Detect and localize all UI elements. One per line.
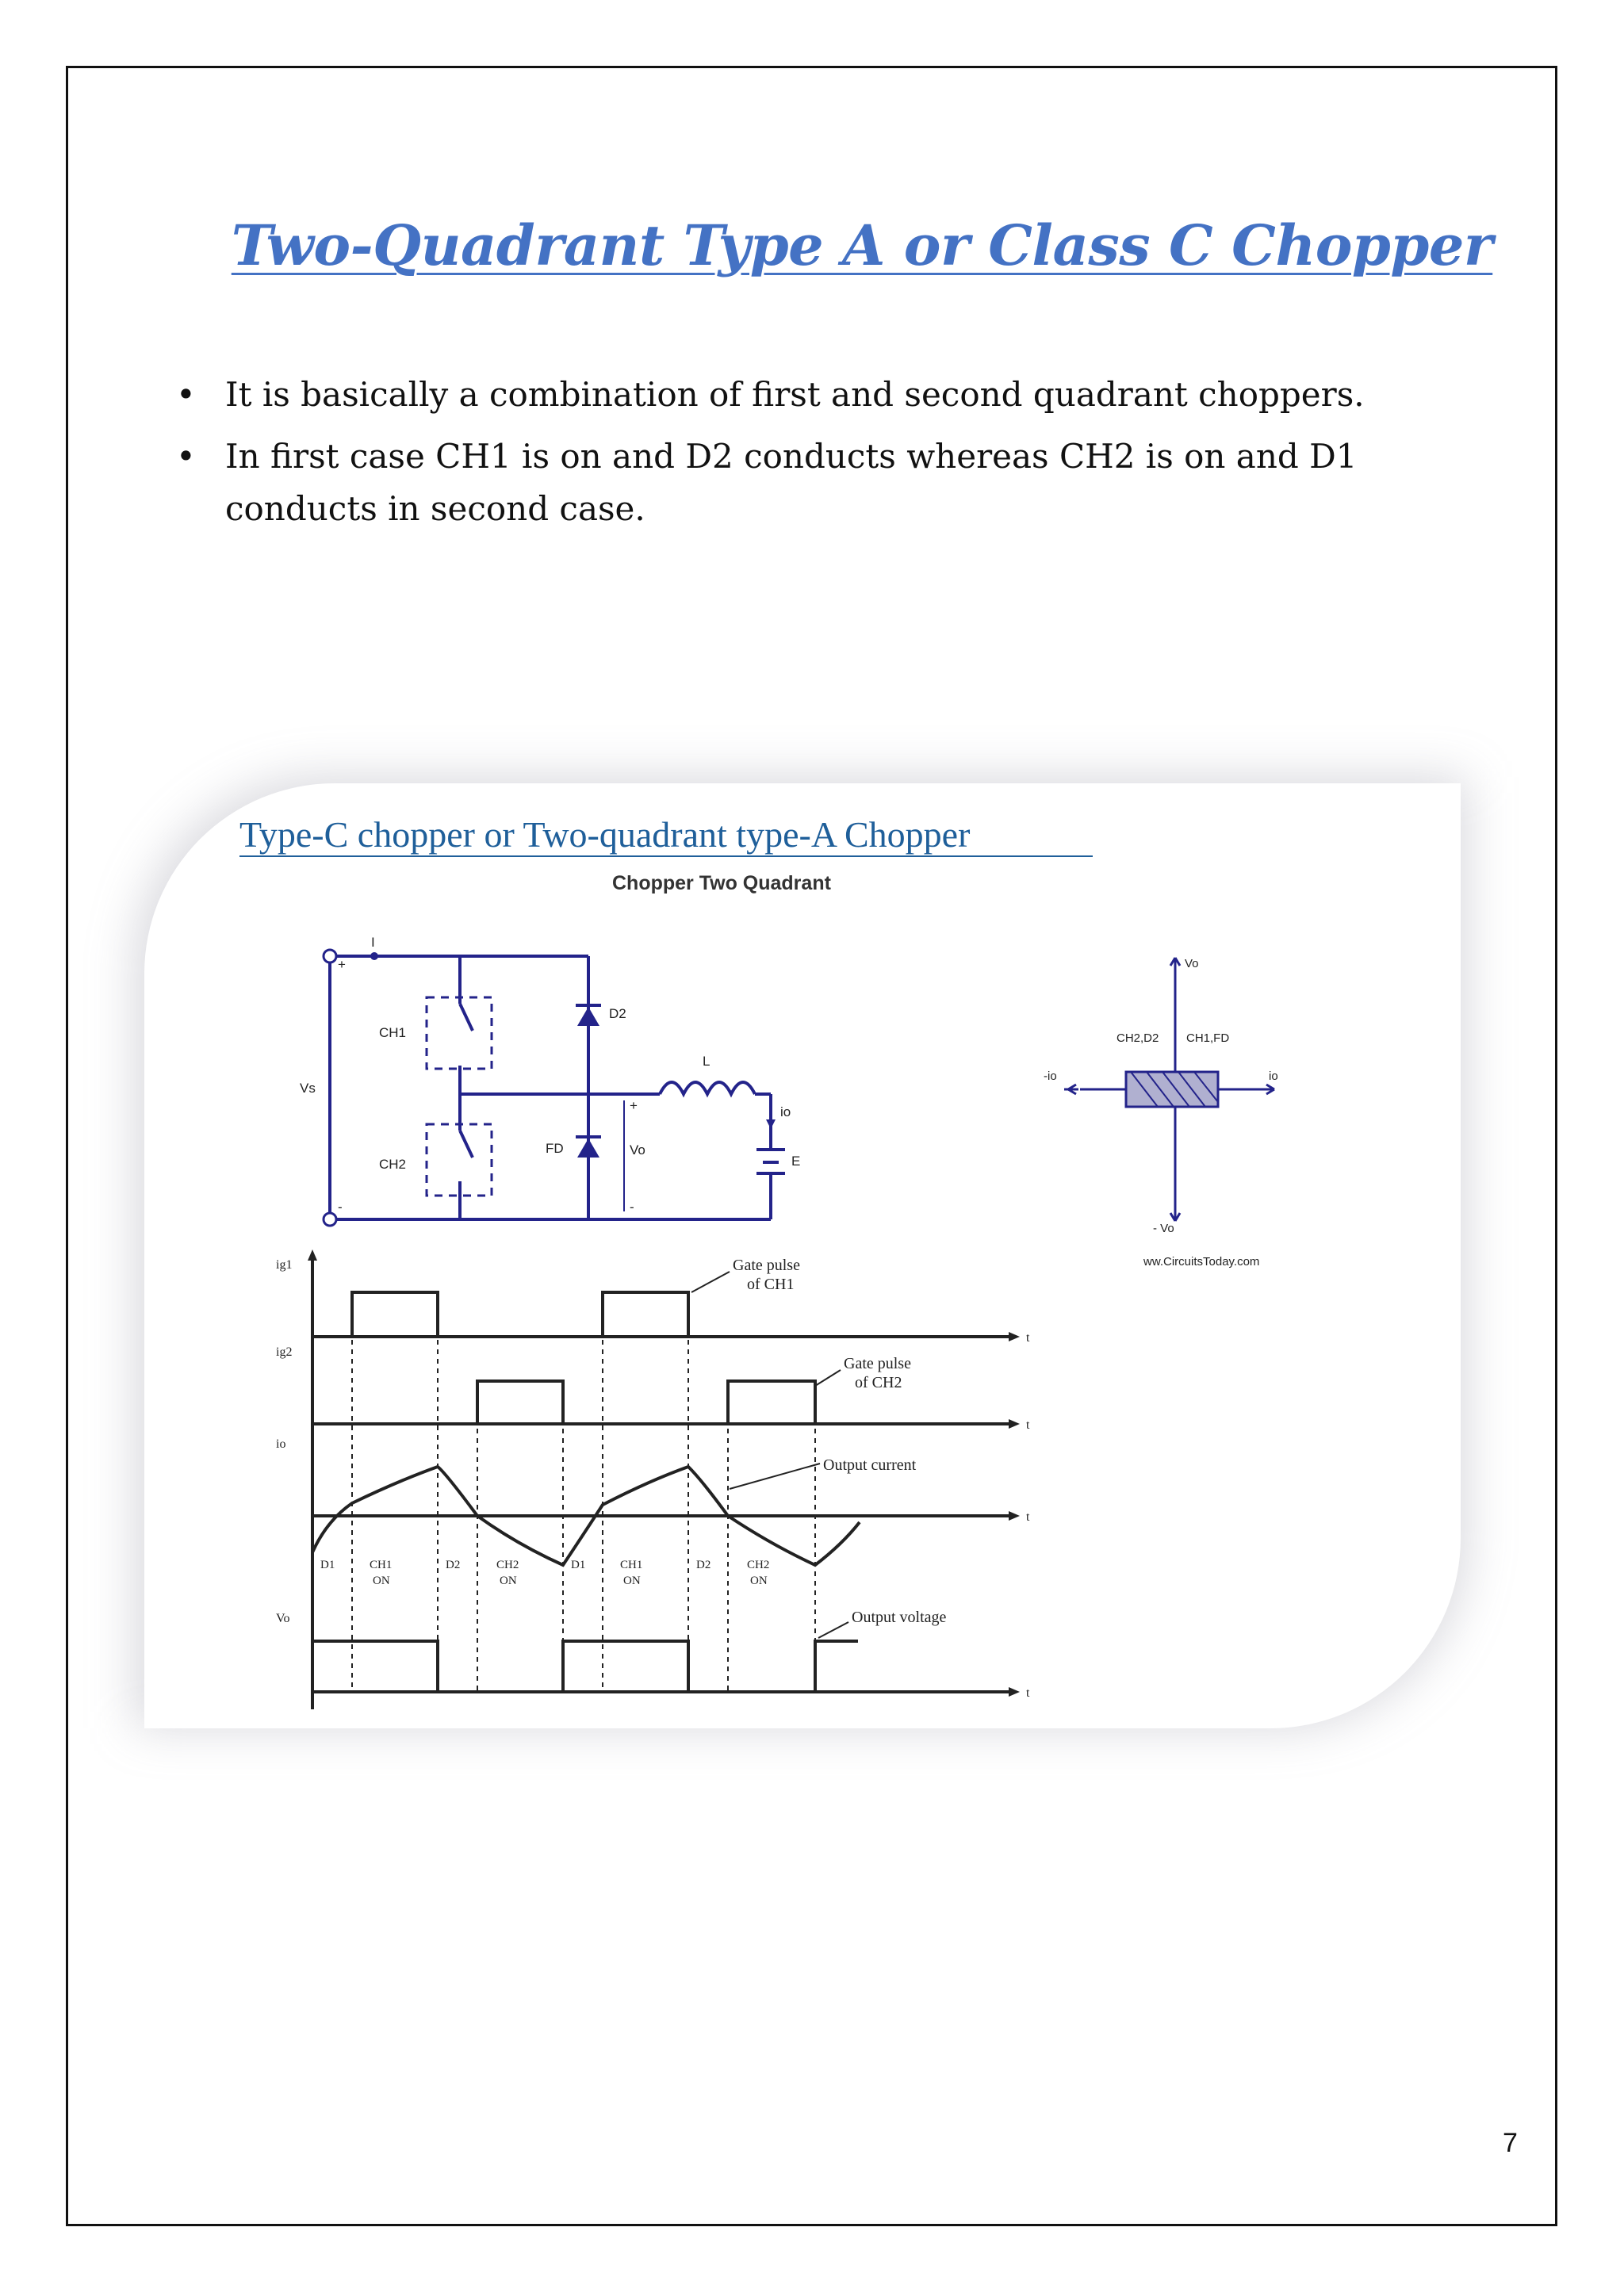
- svg-text:io: io: [780, 1104, 791, 1119]
- quadrant-operating-region: [1126, 1072, 1218, 1107]
- svg-text:Vo: Vo: [276, 1612, 290, 1625]
- svg-text:of CH2: of CH2: [855, 1374, 902, 1391]
- switch-ch1-box: [427, 997, 492, 1069]
- svg-text:CH2: CH2: [747, 1559, 770, 1571]
- page-number: 7: [1503, 2128, 1518, 2158]
- svg-text:CH1: CH1: [370, 1559, 393, 1571]
- quadrant-labels: [1044, 957, 1278, 1269]
- svg-text:Output voltage: Output voltage: [852, 1609, 947, 1626]
- switch-ch1-blade: [460, 1004, 473, 1031]
- current-node: [370, 952, 378, 960]
- page-title: Two-Quadrant Type A or Class C Chopper: [231, 212, 1493, 278]
- svg-text:CH1: CH1: [379, 1025, 407, 1040]
- svg-text:I: I: [371, 935, 375, 950]
- svg-text:D2: D2: [609, 1006, 626, 1021]
- waveform-annotation-leaders: [691, 1272, 848, 1638]
- waveform-labels: [276, 1257, 1030, 1700]
- switch-ch2-blade: [460, 1131, 473, 1158]
- svg-text:+: +: [338, 957, 346, 972]
- svg-text:ON: ON: [373, 1575, 390, 1587]
- svg-text:ON: ON: [500, 1575, 517, 1587]
- svg-text:D2: D2: [696, 1559, 711, 1571]
- svg-text:ON: ON: [750, 1575, 768, 1587]
- svg-text:CH1,FD: CH1,FD: [1186, 1031, 1230, 1045]
- circuit-labels: [300, 935, 800, 1215]
- svg-text:Vo: Vo: [630, 1142, 645, 1158]
- svg-text:ig1: ig1: [276, 1258, 293, 1272]
- svg-text:Vs: Vs: [300, 1081, 316, 1096]
- waveform-dashed-guides: [352, 1292, 815, 1692]
- figure-subtitle: Chopper Two Quadrant: [612, 872, 831, 894]
- source-terminal-plus: [324, 950, 336, 962]
- svg-text:E: E: [791, 1154, 801, 1169]
- svg-text:D1: D1: [320, 1559, 335, 1571]
- svg-text:Gate pulse: Gate pulse: [844, 1355, 911, 1372]
- svg-text:CH2: CH2: [496, 1559, 519, 1571]
- chopper-diagram: [144, 783, 1461, 1728]
- diode-fd-symbol: [577, 1138, 599, 1158]
- io-arrow-icon: [766, 1119, 776, 1129]
- svg-text:t: t: [1026, 1686, 1030, 1700]
- circuit-wires: [330, 956, 771, 1219]
- svg-text:D1: D1: [571, 1559, 586, 1571]
- svg-text:ON: ON: [623, 1575, 641, 1587]
- source-terminal-minus: [324, 1213, 336, 1226]
- svg-text:Output current: Output current: [823, 1456, 917, 1474]
- svg-text:CH1: CH1: [620, 1559, 643, 1571]
- interval-labels: [320, 1559, 769, 1587]
- diode-d2-symbol: [577, 1007, 599, 1026]
- svg-text:ig2: ig2: [276, 1345, 293, 1359]
- svg-text:ww.CircuitsToday.com: ww.CircuitsToday.com: [1143, 1255, 1260, 1269]
- output-voltage-waveform: [312, 1641, 858, 1692]
- svg-text:CH2: CH2: [379, 1157, 407, 1172]
- svg-text:L: L: [703, 1054, 710, 1069]
- svg-text:t: t: [1026, 1331, 1030, 1345]
- gate-pulse-ch2: [477, 1381, 815, 1424]
- svg-text:D2: D2: [446, 1559, 461, 1571]
- svg-text:-: -: [630, 1200, 634, 1215]
- bullet-list: [174, 369, 1507, 545]
- svg-text:t: t: [1026, 1510, 1030, 1524]
- svg-text:-: -: [338, 1200, 343, 1215]
- svg-text:io: io: [276, 1437, 286, 1451]
- gate-pulse-ch1: [352, 1292, 688, 1337]
- svg-text:FD: FD: [546, 1141, 564, 1156]
- bullet-icon: •: [176, 375, 196, 414]
- svg-text:t: t: [1026, 1418, 1030, 1432]
- bullet-item: • In first case CH1 is on and D2 conducts whereas CH2 is on and D1 conducts in second case.: [174, 430, 1507, 535]
- svg-text:Gate pulse: Gate pulse: [733, 1257, 800, 1274]
- bullet-icon: •: [176, 437, 196, 476]
- svg-text:io: io: [1269, 1070, 1278, 1083]
- figure-title: Type-C chopper or Two-quadrant type-A Chopper: [239, 814, 971, 855]
- chopper-figure: [144, 783, 1461, 1728]
- svg-text:of CH1: of CH1: [747, 1276, 795, 1293]
- svg-text:CH2,D2: CH2,D2: [1116, 1031, 1159, 1045]
- svg-text:-io: -io: [1044, 1070, 1057, 1083]
- bullet-item: • It is basically a combination of first and second quadrant choppers.: [174, 369, 1507, 421]
- svg-text:- Vo: - Vo: [1153, 1222, 1174, 1235]
- svg-text:+: +: [630, 1098, 638, 1113]
- svg-text:Vo: Vo: [1185, 957, 1199, 970]
